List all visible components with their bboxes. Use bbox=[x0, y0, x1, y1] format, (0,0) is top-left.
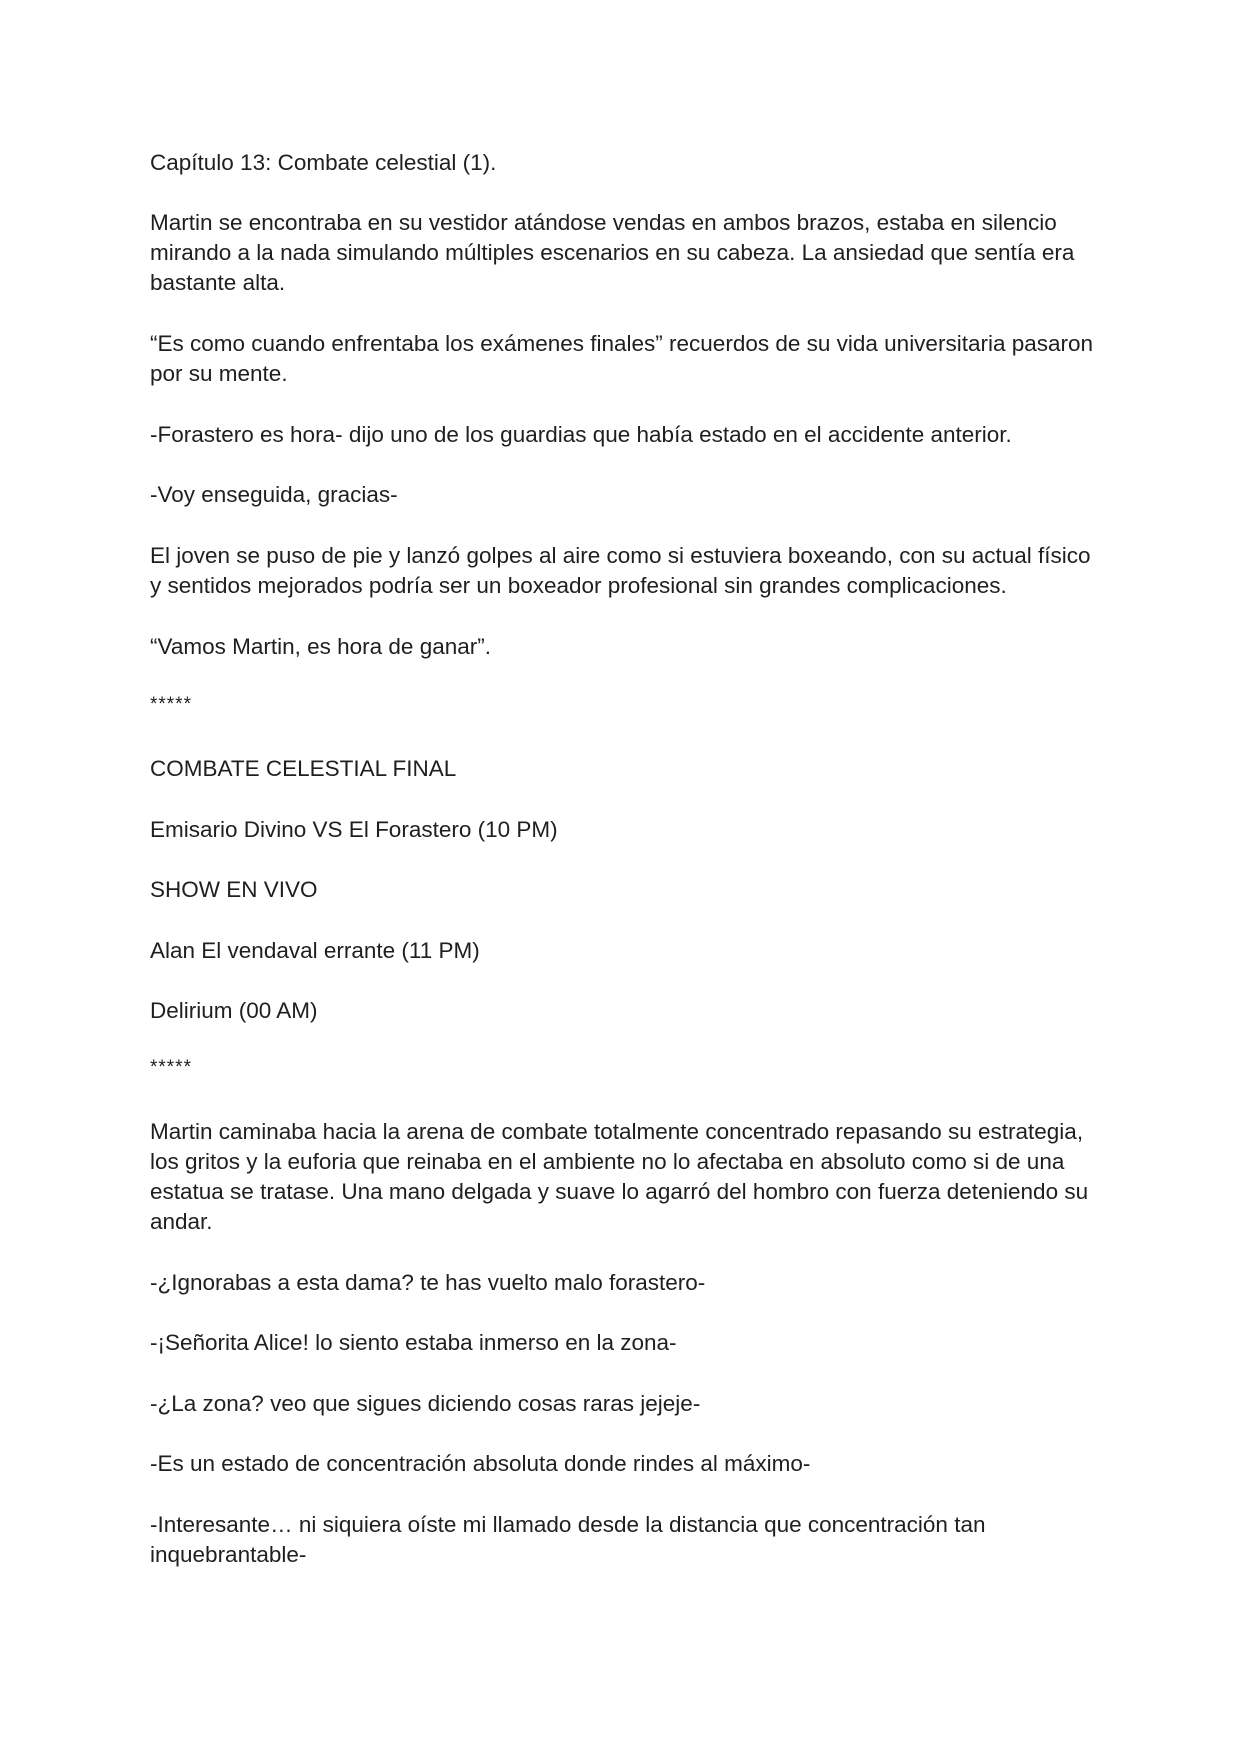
paragraph-8: -¿Ignorabas a esta dama? te has vuelto malo forastero- bbox=[150, 1270, 706, 1295]
paragraph-10: -¿La zona? veo que sigues diciendo cosas raras jejeje- bbox=[150, 1391, 701, 1416]
paragraph-6: “Vamos Martin, es hora de ganar”. bbox=[150, 634, 491, 659]
paragraph-5: El joven se puso de pie y lanzó golpes al aire como si estuviera boxeando, con su actual físico y sentidos mejorados podría ser un boxeador profesional sin grandes complicaciones. bbox=[150, 543, 1091, 598]
event-line-2: Alan El vendaval errante (11 PM) bbox=[150, 938, 480, 963]
paragraph-11: -Es un estado de concentración absoluta donde rindes al máximo- bbox=[150, 1451, 811, 1476]
event-line-3: Delirium (00 AM) bbox=[150, 998, 318, 1023]
paragraph-4: -Voy enseguida, gracias- bbox=[150, 482, 398, 507]
section-separator-2: ***** bbox=[150, 1057, 192, 1078]
event-subtitle: SHOW EN VIVO bbox=[150, 877, 318, 902]
event-title: COMBATE CELESTIAL FINAL bbox=[150, 756, 457, 781]
event-line-1: Emisario Divino VS El Forastero (10 PM) bbox=[150, 817, 558, 842]
paragraph-1: Martin se encontraba en su vestidor atándose vendas en ambos brazos, estaba en silencio mirando a la nada simulando múltiples escenarios en su cabeza. La ansiedad que sentía era bastante alta. bbox=[150, 210, 1075, 295]
paragraph-3: -Forastero es hora- dijo uno de los guardias que había estado en el accidente anterior. bbox=[150, 422, 1012, 447]
paragraph-12: -Interesante… ni siquiera oíste mi llamado desde la distancia que concentración tan inquebrantable- bbox=[150, 1512, 986, 1567]
chapter-title: Capítulo 13: Combate celestial (1). bbox=[150, 150, 497, 175]
paragraph-7: Martin caminaba hacia la arena de combate totalmente concentrado repasando su estrategia, los gritos y la euforia que reinaba en el ambiente no lo afectaba en absoluto como si de una estatua se tratase. Una mano delgada y suave lo agarró del hombro con fuerza deteniendo su andar. bbox=[150, 1119, 1089, 1234]
paragraph-9: -¡Señorita Alice! lo siento estaba inmerso en la zona- bbox=[150, 1330, 677, 1355]
paragraph-2: “Es como cuando enfrentaba los exámenes finales” recuerdos de su vida universitaria pasaron por su mente. bbox=[150, 331, 1094, 386]
section-separator: ***** bbox=[150, 694, 192, 715]
